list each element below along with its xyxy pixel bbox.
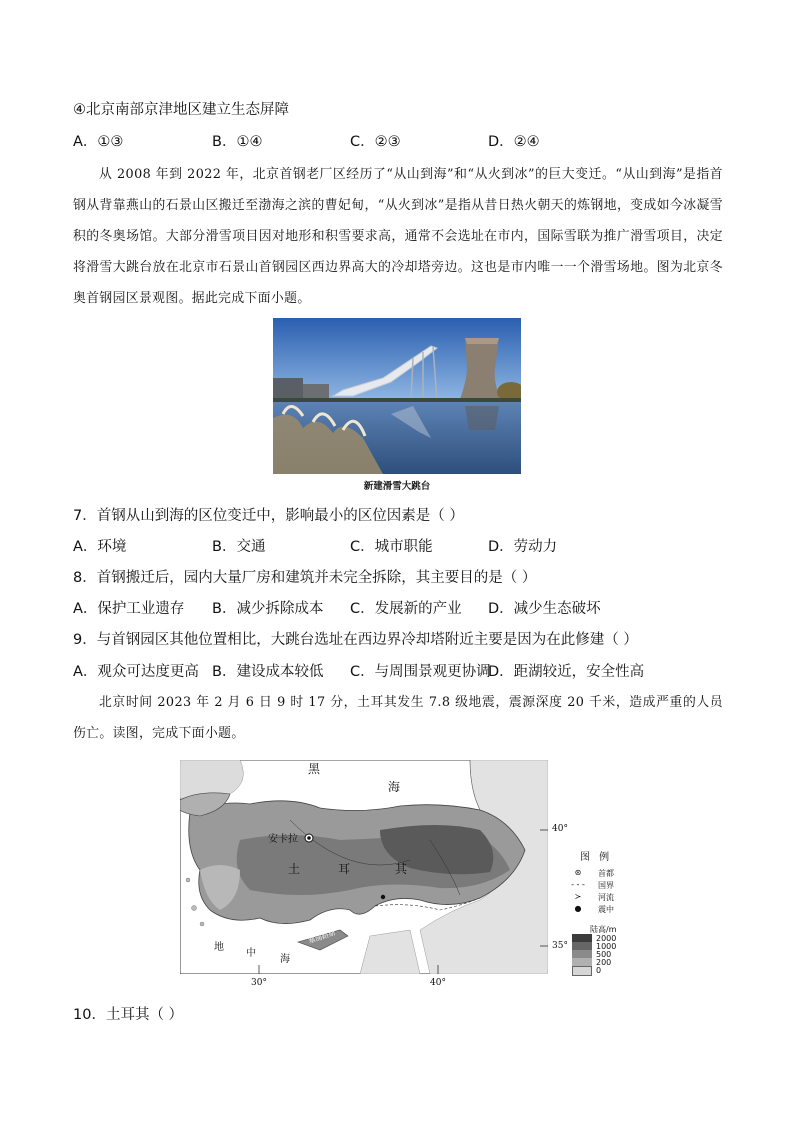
label-lat-40: 40° bbox=[552, 824, 568, 834]
q8-option-c: C．发展新的产业 bbox=[350, 601, 462, 617]
q7-option-c: C．城市职能 bbox=[350, 539, 433, 555]
label-lat-35: 35° bbox=[552, 941, 568, 951]
q6-option-a: A．①③ bbox=[73, 134, 124, 150]
epicenter-legend-icon: ● bbox=[574, 904, 582, 913]
ski-jump-photo bbox=[273, 318, 521, 474]
q8-option-b: B．减少拆除成本 bbox=[212, 601, 324, 617]
q9-option-a: A．观众可达度更高 bbox=[73, 664, 199, 680]
label-black-sea-1: 黑 bbox=[308, 762, 321, 776]
q7-option-b: B．交通 bbox=[212, 539, 266, 555]
label-ankara: 安卡拉 bbox=[268, 834, 298, 845]
elev-level-500: 500 bbox=[596, 950, 612, 959]
legend-title: 图 例 bbox=[580, 852, 613, 863]
passage-earthquake: 北京时间 2023 年 2 月 6 日 9 时 17 分，土耳其发生 7.8 级地震，震源深度 20 千米，造成严重的人员伤亡。读图，完成下面小题。 bbox=[73, 695, 723, 741]
elev-level-200: 200 bbox=[596, 958, 612, 967]
label-lon-40: 40° bbox=[430, 978, 446, 988]
label-black-sea-2: 海 bbox=[388, 780, 401, 794]
q8-option-d: D．减少生态破坏 bbox=[488, 601, 601, 617]
label-zhong: 中 bbox=[246, 948, 256, 959]
option-item-4: ④北京南部京津地区建立生态屏障 bbox=[73, 102, 289, 118]
q8-option-a: A．保护工业遗存 bbox=[73, 601, 185, 617]
label-hai: 海 bbox=[280, 954, 290, 965]
label-di: 地 bbox=[214, 942, 224, 953]
question-10: 10．土耳其（ ） bbox=[73, 1007, 184, 1023]
legend-elevation-title: 陆高/m bbox=[590, 925, 617, 934]
q6-option-b: B．①④ bbox=[212, 134, 263, 150]
elev-level-1000: 1000 bbox=[596, 942, 617, 951]
label-tu: 土 bbox=[288, 862, 301, 876]
border-legend-icon: - - - bbox=[571, 880, 585, 889]
ski-jump-image bbox=[273, 318, 521, 474]
q7-option-a: A．环境 bbox=[73, 539, 127, 555]
turkey-relief-map bbox=[180, 760, 548, 974]
q6-option-d: D．②④ bbox=[488, 134, 540, 150]
label-qi: 其 bbox=[395, 862, 408, 876]
label-lon-30: 30° bbox=[251, 978, 267, 988]
label-cyprus: 塞浦路斯 bbox=[307, 928, 337, 946]
epicenter-icon bbox=[381, 895, 385, 899]
passage-shougang: 从 2008 年到 2022 年，北京首钢老厂区经历了“从山到海”和“从火到冰”的巨大变迁。“从山到海”是指首钢从背靠燕山的石景山区搬迁至渤海之滨的曹妃甸，“从火到冰”是指从昔日热火朝天的炼钢地，变成如今冰凝雪积的冬奥场馆。大部分滑雪项目因对地形和积雪要求高，通常不会选址在市内，国际雪联为推广滑雪项目，决定将滑雪大跳台放在北京市石景山首钢园区西边界高大的冷却塔旁边。这也是市内唯一一个滑雪场地。图为北京冬奥首钢园区景观图。据此完成下面小题。 bbox=[73, 167, 723, 306]
label-er: 耳 bbox=[338, 862, 351, 876]
river-legend-icon: ≻ bbox=[574, 892, 582, 901]
exam-page: ④北京南部京津地区建立生态屏障 A．①③ B．①④ C．②③ D．②④ 从 2008 年到 2022 年，北京首钢老厂区经历了“从山到海”和“从火到冰”的巨大变迁。“从山到海”是指首钢从背靠燕山的石景山区搬迁至渤海之滨的曹妃甸，“从火到冰”是指从昔日热火朝天的炼钢地，变成如今冰凝雪积的冬奥场馆。大部分滑雪项目因对地形和积雪要求高，通常不会选址在市内，国际雪联为推广滑雪项目，决定将滑雪大跳台放在北京市石景山首钢园区西边界高大的冷却塔旁边。这也是市内唯一一个滑雪场地。图为北京冬奥首钢园区景观图。据此完成下面小题。 新建滑雪大跳台 7．首钢从山到海的区位变迁中，影响最小的区位因素是（ ） A．环境 B．交通 C．城市职能 D．劳动力 8．首钢搬迁后，园内大量厂房和建筑并未完全拆除，其主要目的是（ ） A．保护工业遗存 B．减少拆除成本 C．发展新的产业 D．减少生态破坏 9．与首钢园区其他位置相比，大跳台选址在西边界冷却塔附近主要是因为在此修建（ ） A．观众可达度更高 B．建设成本较低 C．与周围景观更协调 D．距湖较近，安全性高 北京时间 2023 年 2 月 6 日 9 时 17 分，土耳其发生 7.8 级地震，震源深度 20 千米，造成严重的人员伤亡。读图，完成下面小题。 黑 海 安卡拉 土 耳 其 地 中 海 塞浦路斯 40° 35° 30° 40° 图 例 ⊛ 首都 - - - 国界 ≻ 河流 ● 震中 陆高/m 2000 1000 500 200 0 10．土耳其（ ） bbox=[73, 102, 723, 1023]
q9-option-d: D．距湖较近，安全性高 bbox=[488, 664, 645, 680]
q9-option-c: C．与周围景观更协调 bbox=[350, 664, 491, 680]
capital-legend-icon: ⊛ bbox=[574, 868, 582, 877]
turkey-map bbox=[180, 760, 548, 974]
question-8: 8．首钢搬迁后，园内大量厂房和建筑并未完全拆除，其主要目的是（ ） bbox=[73, 570, 537, 586]
q9-option-b: B．建设成本较低 bbox=[212, 664, 324, 680]
q6-option-c: C．②③ bbox=[350, 134, 401, 150]
elev-level-2000: 2000 bbox=[596, 934, 617, 943]
elevation-scale bbox=[572, 934, 592, 976]
photo-caption: 新建滑雪大跳台 bbox=[363, 481, 431, 492]
q7-option-d: D．劳动力 bbox=[488, 539, 558, 555]
elev-level-0: 0 bbox=[596, 966, 602, 975]
question-9: 9．与首钢园区其他位置相比，大跳台选址在西边界冷却塔附近主要是因为在此修建（ ） bbox=[73, 632, 638, 648]
question-7: 7．首钢从山到海的区位变迁中，影响最小的区位因素是（ ） bbox=[73, 508, 464, 524]
